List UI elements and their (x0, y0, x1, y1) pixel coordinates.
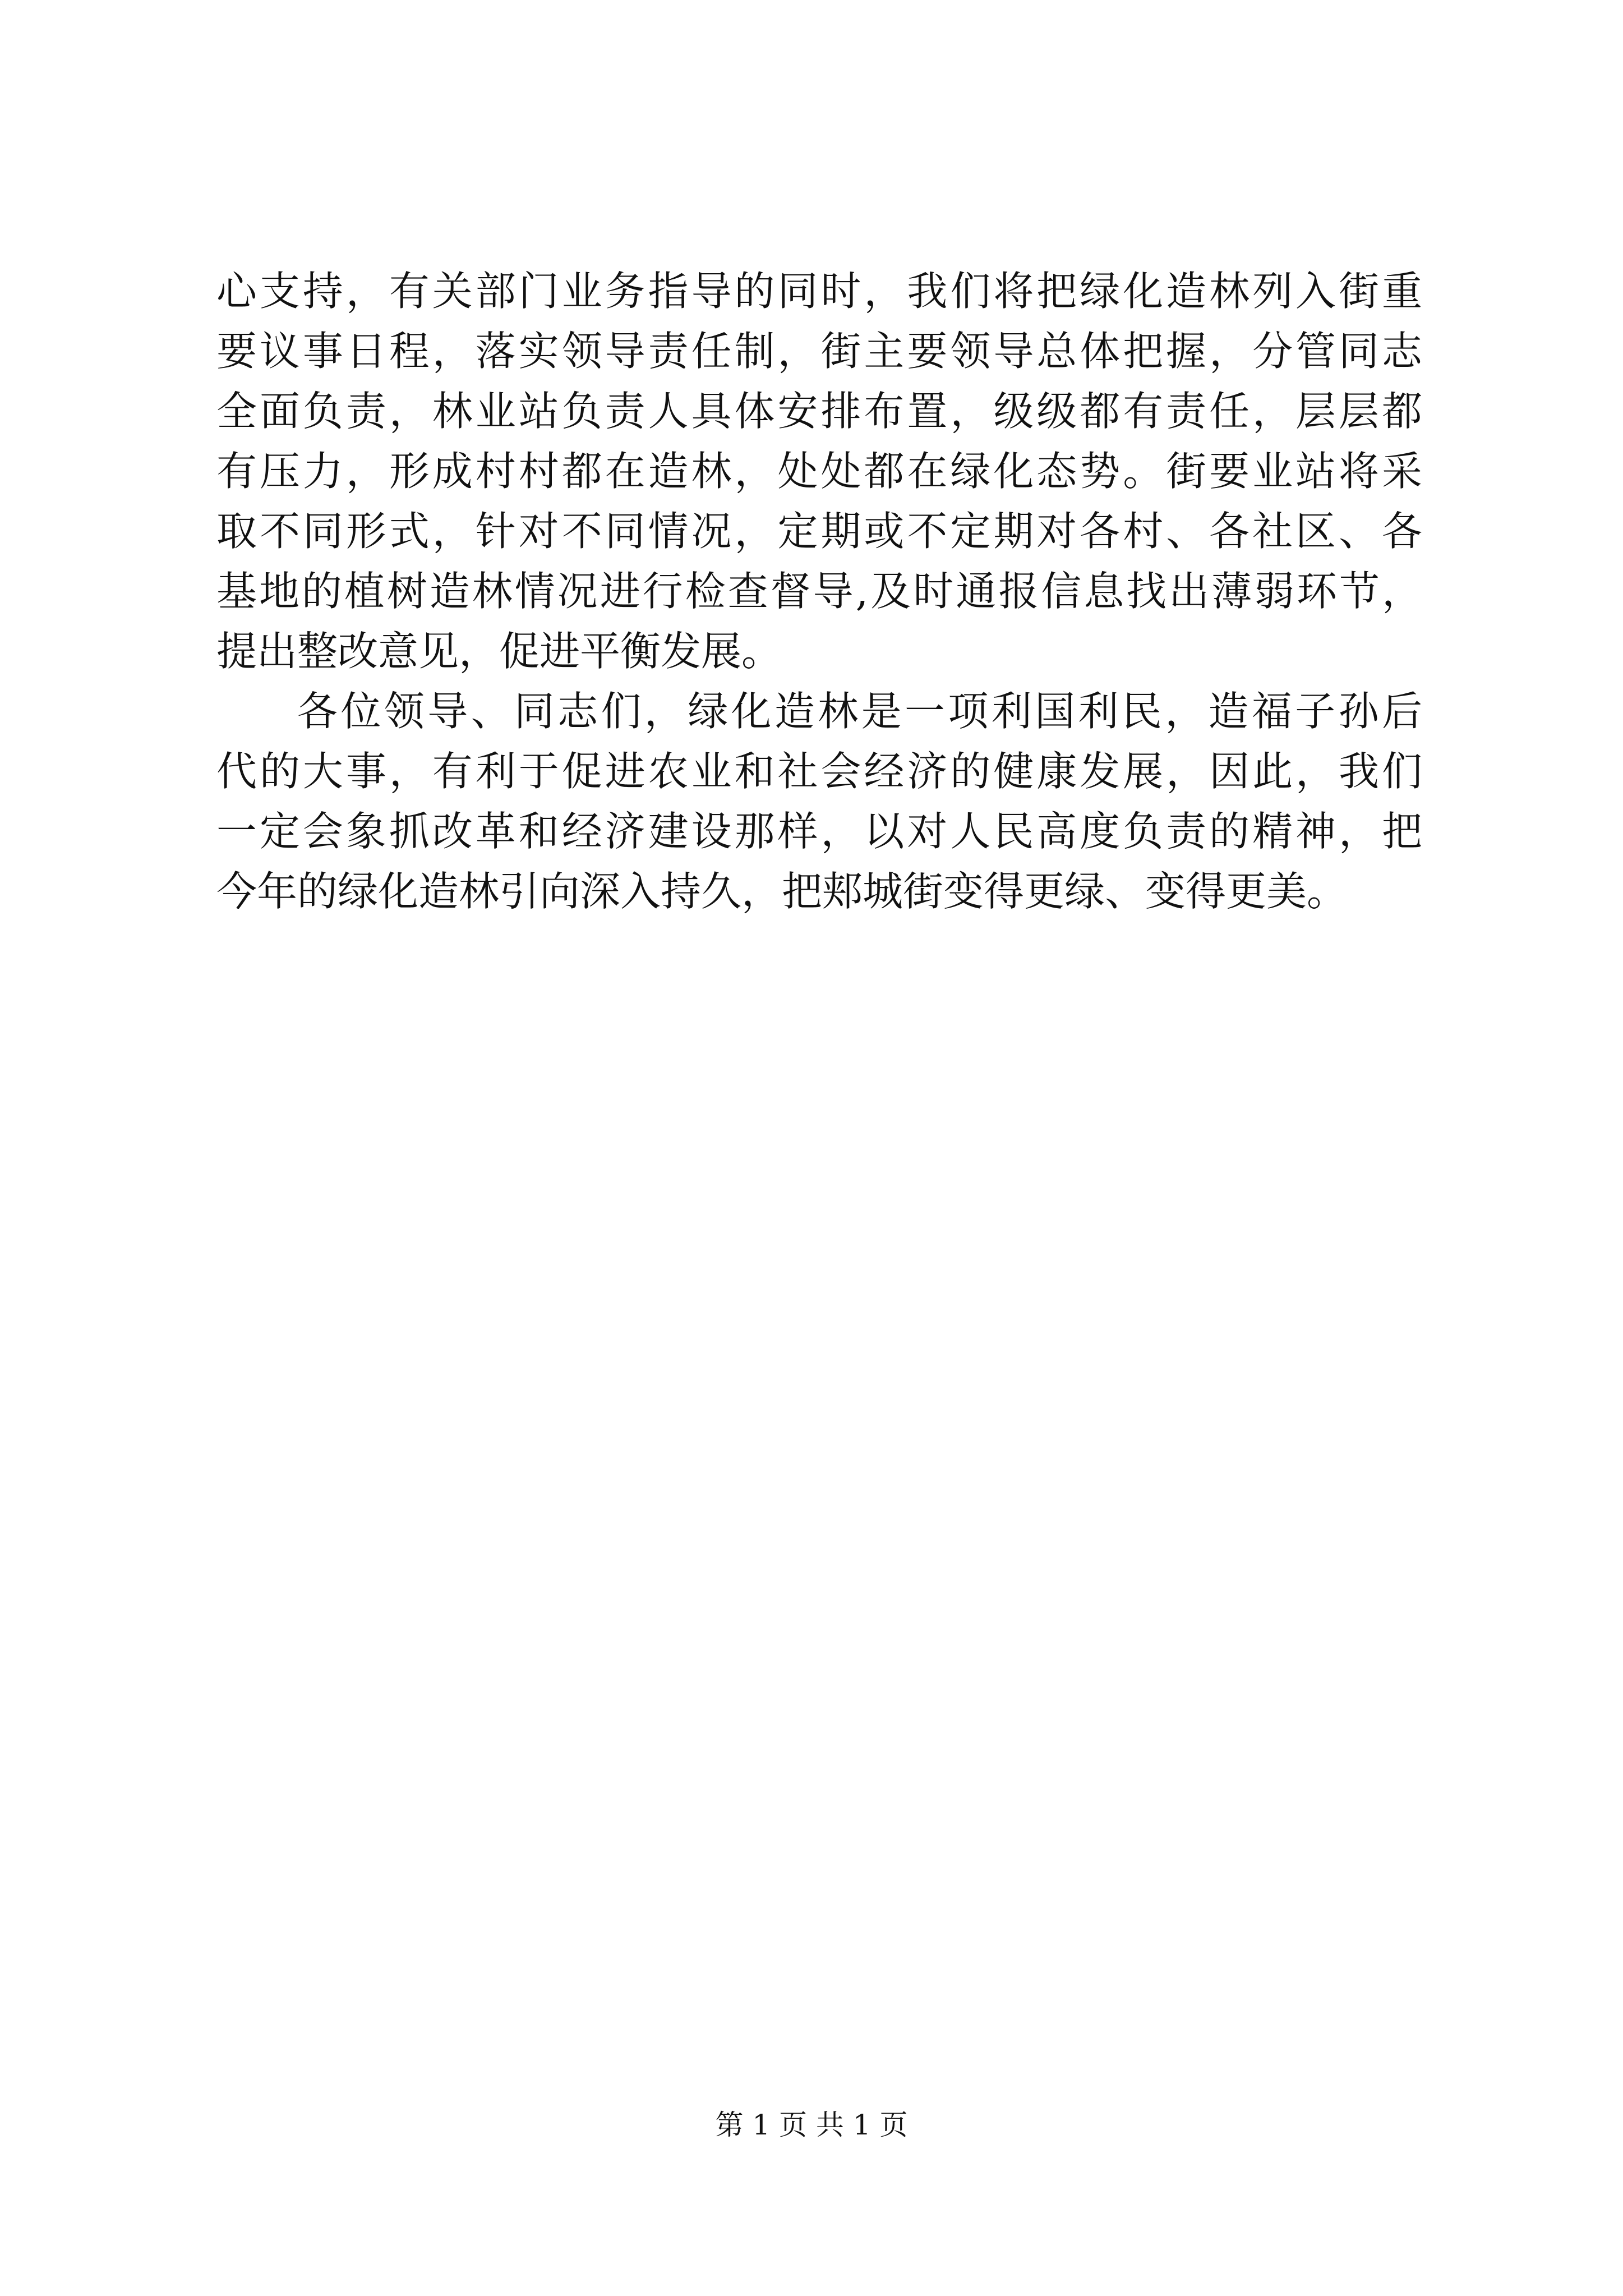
text-line: 取不同形式，针对不同情况，定期或不定期对各村、各社区、各 (216, 508, 1422, 555)
text-line: 各位领导、同志们，绿化造林是一项利国利民，造福子孙后 (297, 688, 1422, 735)
paragraph-1 (216, 261, 1422, 682)
text-line: 基地的植树造林情况进行检查督导,及时通报信息找出薄弱环节， (216, 568, 1422, 615)
page-number: 第 1 页 共 1 页 (715, 2109, 908, 2141)
text-line: 有压力，形成村村都在造林，处处都在绿化态势。街要业站将采 (216, 448, 1422, 495)
text-line: 提出整改意见，促进平衡发展。 (216, 628, 782, 675)
text-line: 一定会象抓改革和经济建设那样，以对人民高度负责的精神，把 (216, 808, 1422, 855)
document-body (216, 261, 1422, 922)
paragraph-2 (216, 682, 1422, 922)
text-line: 代的大事，有利于促进农业和社会经济的健康发展，因此，我们 (216, 748, 1422, 795)
text-line: 全面负责，林业站负责人具体安排布置，级级都有责任，层层都 (216, 388, 1422, 435)
text-line: 今年的绿化造林引向深入持久，把郏城街变得更绿、变得更美。 (216, 868, 1348, 915)
text-line: 要议事日程，落实领导责任制，街主要领导总体把握，分管同志 (216, 328, 1422, 375)
text-line: 心支持，有关部门业务指导的同时，我们将把绿化造林列入街重 (216, 268, 1422, 315)
page-footer (0, 2108, 1623, 2142)
